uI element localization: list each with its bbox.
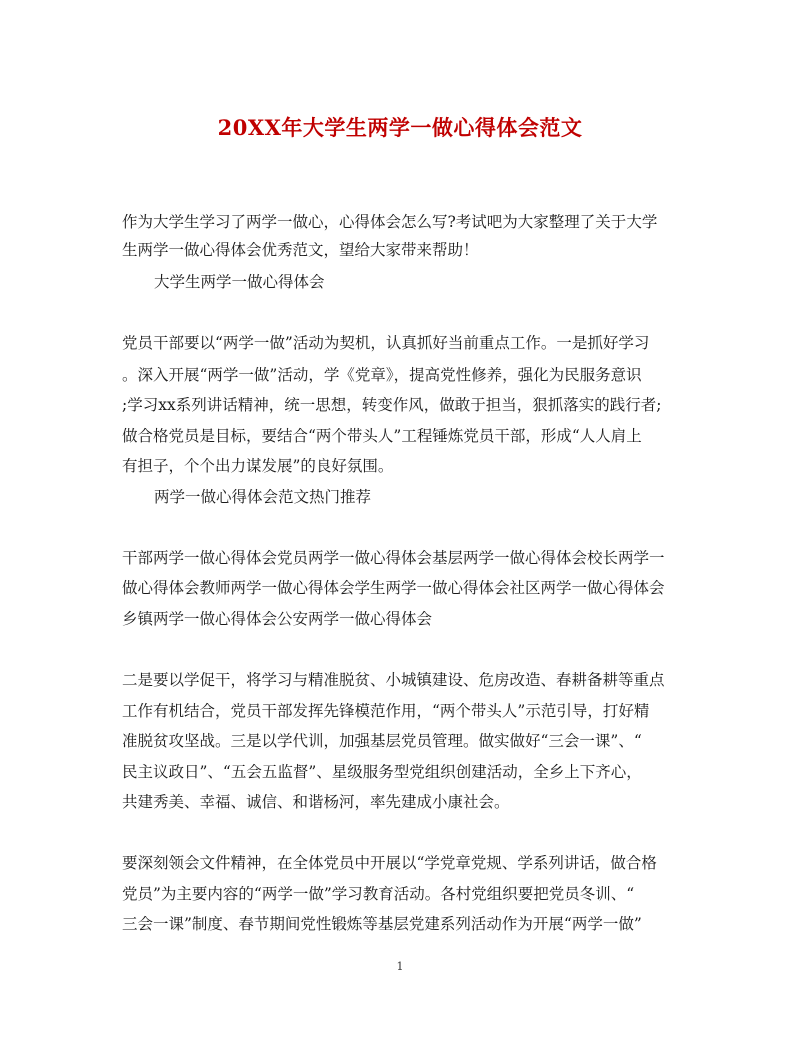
document-title: 20XX年大学生两学一做心得体会范文 (217, 115, 583, 140)
paragraph-line: 。深入开展“两学一做”活动，学《党章》，提高党性修养，强化为民服务意识 (122, 366, 642, 384)
paragraph-line: 党员干部要以“两学一做”活动为契机，认真抓好当前重点工作。一是抓好学习 (122, 334, 650, 352)
paragraph-line: 民主议政日”、“五会五监督”、星级服务型党组织创建活动，全乡上下齐心， (122, 763, 642, 781)
paragraph-line: 二是要以学促干，将学习与精准脱贫、小城镇建设、危房改造、春耕备耕等重点 (122, 671, 665, 689)
paragraph-line: 做合格党员是目标，要结合“两个带头人”工程锤炼党员干部，形成“人人肩上 (122, 427, 642, 445)
paragraph-line: 工作有机结合，党员干部发挥先锋模范作用，“两个带头人”示范引导，打好精 (122, 702, 650, 720)
paragraph-line: 党员”为主要内容的“两学一做”学习教育活动。各村党组织要把党员冬训、“ (122, 885, 635, 903)
paragraph-line-intro-1: 作为大学生学习了两学一做心，心得体会怎么写?考试吧为大家整理了关于大学 (122, 213, 658, 231)
paragraph-line: 要深刻领会文件精神，在全体党员中开展以“学党章党规、学系列讲话，做合格 (122, 854, 657, 872)
section-heading: 大学生两学一做心得体会 (154, 273, 325, 291)
paragraph-line: ;学习xx系列讲话精神，统一思想，转变作风，做敢于担当，狠抓落实的践行者; (122, 396, 662, 414)
paragraph-line: 乡镇两学一做心得体会公安两学一做心得体会 (122, 610, 433, 628)
paragraph-line-intro-2: 生两学一做心得体会优秀范文，望给大家带来帮助！ (122, 241, 479, 259)
paragraph-line: 准脱贫攻坚战。三是以学代训，加强基层党员管理。做实做好“三会一课”、“ (122, 732, 642, 750)
paragraph-line: 干部两学一做心得体会党员两学一做心得体会基层两学一做心得体会校长两学一 (122, 549, 665, 567)
paragraph-line: 共建秀美、幸福、诚信、和谐杨河，率先建成小康社会。 (122, 793, 510, 811)
page-number: 1 (396, 960, 404, 973)
paragraph-line: 有担子，个个出力谋发展”的良好氛围。 (122, 457, 394, 475)
section-heading: 两学一做心得体会范文热门推荐 (154, 488, 372, 506)
paragraph-line: 三会一课”制度、春节期间党性锻炼等基层党建系列活动作为开展“两学一做” (122, 915, 642, 933)
paragraph-line: 做心得体会教师两学一做心得体会学生两学一做心得体会社区两学一做心得体会 (122, 579, 665, 597)
